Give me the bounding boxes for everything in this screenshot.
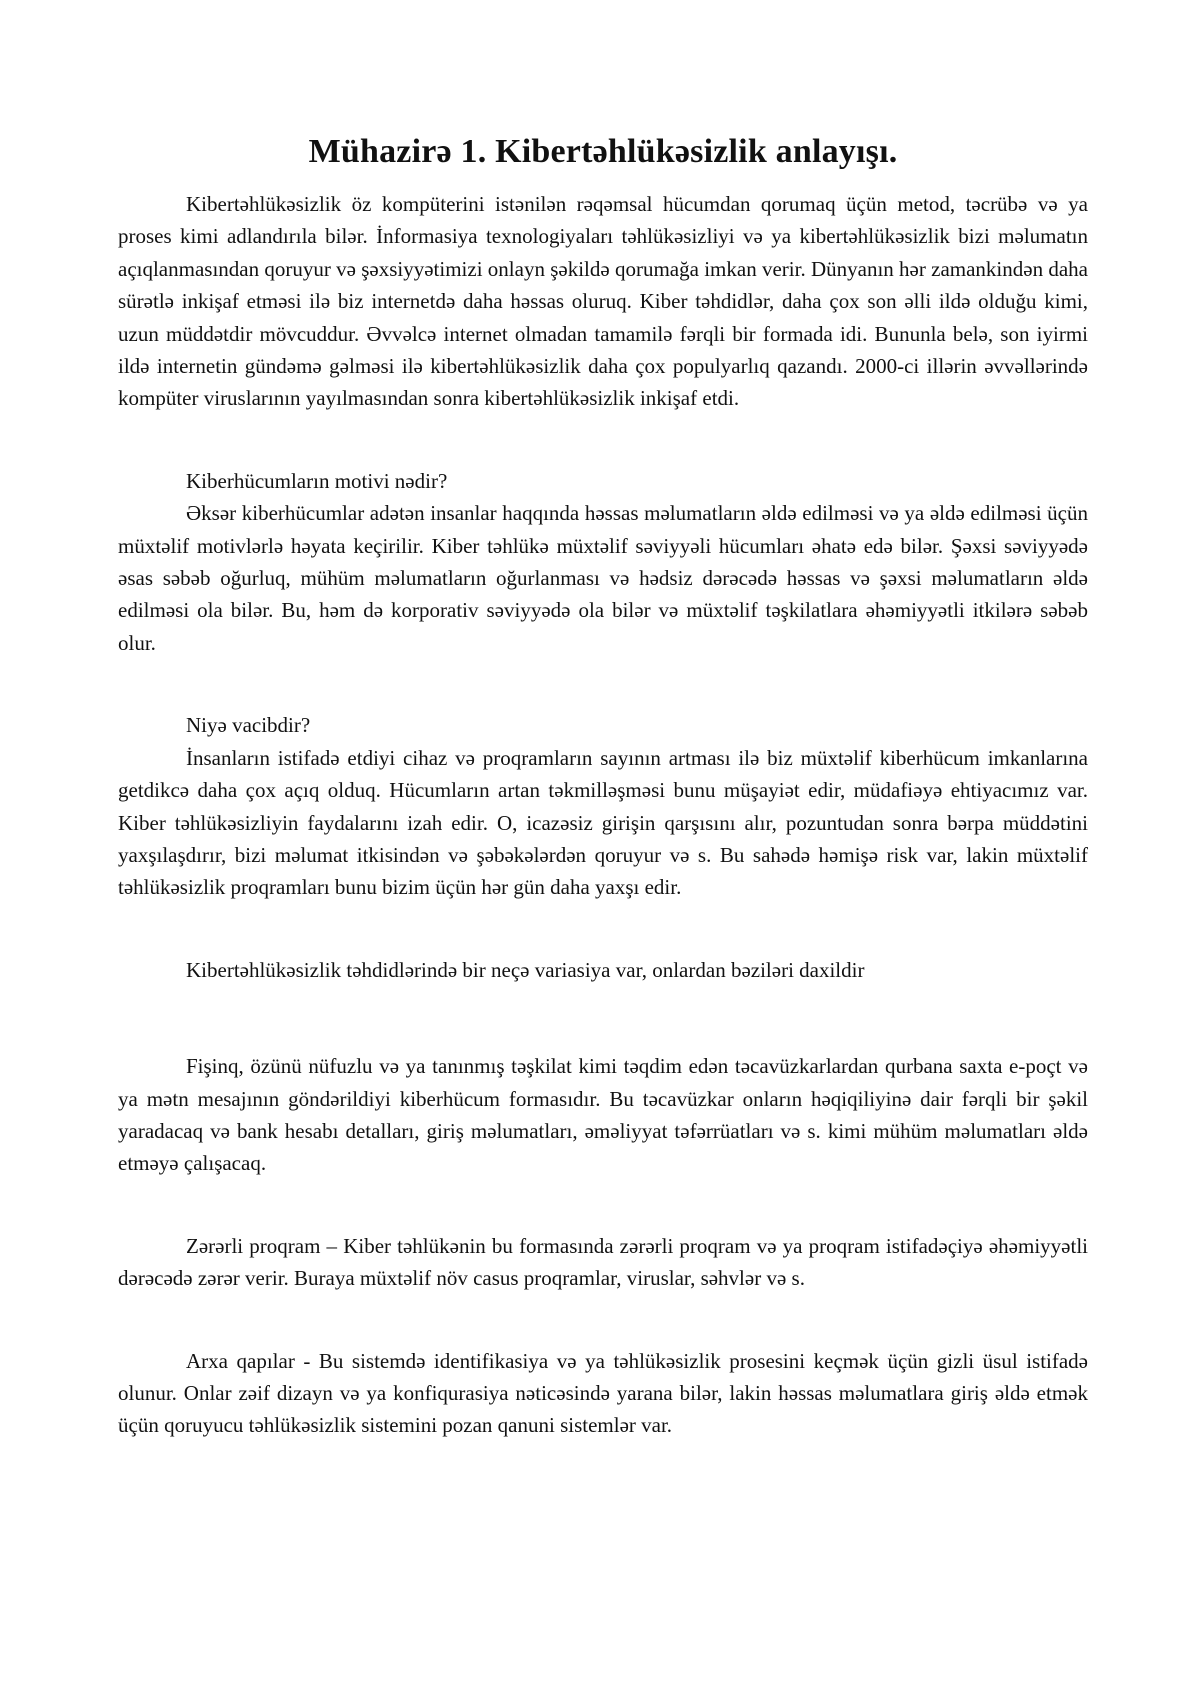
spacer bbox=[118, 1180, 1088, 1230]
section-heading-motive: Kiberhücumların motivi nədir? bbox=[186, 468, 448, 493]
paragraph-malware: Zərərli proqram – Kiber təhlükənin bu formasında zərərli proqram və ya proqram istifadəçiyə əhəmiyyətli dərəcədə zərər verir. Buraya müxtəlif növ casus proqramlar, viruslar, səhvlər və s. bbox=[118, 1233, 1088, 1291]
paragraph-motive: Əksər kiberhücumlar adətən insanlar haqqında həssas məlumatların əldə edilməsi və ya əldə edilməsi üçün müxtəlif motivlərlə həyata keçirilir. Kiber təhlükə müxtəlif səviyyəli hücumları əhatə edə bilər. Şəxsi səviyyədə əsas səbəb oğurluq, mühüm məlumatların oğurlanması və hədsiz dərəcədə həssas və şəxsi məlumatların əldə edilməsi ola bilər. Bu, həm də korporativ səviyyədə ola bilər və müxtəlif təşkilatlara əhəmiyyətli itkilərə səbəb olur. bbox=[118, 501, 1088, 655]
spacer bbox=[118, 659, 1088, 709]
section-heading-threats: Kibertəhlükəsizlik təhdidlərində bir neçə variasiya var, onlardan bəziləri daxildir bbox=[186, 957, 865, 982]
paragraph-definition: Kibertəhlükəsizlik öz kompüterini istənilən rəqəmsal hücumdan qorumaq üçün metod, təcrübə və ya proses kimi adlandırıla bilər. İnformasiya texnologiyaları təhlükəsizliyi və ya kibertəhlükəsizlik bizi məlumatın açıqlanmasından qoruyur və şəxsiyyətimizi onlayn şəkildə qorumağa imkan verir. Dünyanın hər zamankindən daha sürətlə inkişaf etməsi ilə biz internetdə daha həssas oluruq. Kiber təhdidlər, daha çox son əlli ildə olduğu kimi, uzun müddətdir mövcuddur. Əvvəlcə internet olmadan tamamilə fərqli bir formada idi. Bununla belə, son iyirmi ildə internetin gündəmə gəlməsi ilə kibertəhlükəsizlik daha çox populyarlıq qazandı. 2000-ci illərin əvvəllərində kompüter viruslarının yayılmasından sonra kibertəhlükəsizlik inkişaf etdi. bbox=[118, 192, 1088, 411]
spacer bbox=[118, 986, 1088, 1050]
paragraph-backdoors: Arxa qapılar - Bu sistemdə identifikasiya və ya təhlükəsizlik prosesini keçmək üçün gizli üsul istifadə olunur. Onlar zəif dizayn və ya konfiqurasiya nəticəsində yarana bilər, lakin həssas məlumatlara giriş əldə etmək üçün qoruyucu təhlükəsizlik sistemini pozan qanuni sistemlər var. bbox=[118, 1348, 1088, 1438]
section-heading-importance: Niyə vacibdir? bbox=[186, 713, 311, 738]
page-title: Mühazirə 1. Kibertəhlükəsizlik anlayışı. bbox=[308, 133, 898, 170]
spacer bbox=[118, 904, 1088, 954]
spacer bbox=[118, 415, 1088, 465]
paragraph-phishing: Fişinq, özünü nüfuzlu və ya tanınmış təşkilat kimi təqdim edən təcavüzkarlardan qurbana saxta e-poçt və ya mətn mesajının göndərildiyi kiberhücum formasıdır. Bu təcavüzkar onların həqiqiliyinə dair fərqli bir şəkil yaradacaq və bank hesabı detalları, giriş məlumatları, əməliyyat təfərrüatları və s. kimi mühüm məlumatları əldə etməyə çalışacaq. bbox=[118, 1054, 1088, 1176]
document-body bbox=[118, 130, 1088, 1442]
paragraph-importance: İnsanların istifadə etdiyi cihaz və proqramların sayının artması ilə biz müxtəlif kiberhücum imkanlarına getdikcə daha çox açıq olduq. Hücumların artan təkmilləşməsi bunu müşayiət edir, müdafiəyə ehtiyacımız var. Kiber təhlükəsizliyin faydalarını izah edir. O, icazəsiz girişin qarşısını alır, pozuntudan sonra bərpa müddətini yaxşılaşdırır, bizi məlumat itkisindən və şəbəkələrdən qoruyur və s. Bu sahədə həmişə risk var, lakin müxtəlif təhlükəsizlik proqramları bunu bizim üçün hər gün daha yaxşı edir. bbox=[118, 745, 1088, 900]
spacer bbox=[118, 1295, 1088, 1345]
